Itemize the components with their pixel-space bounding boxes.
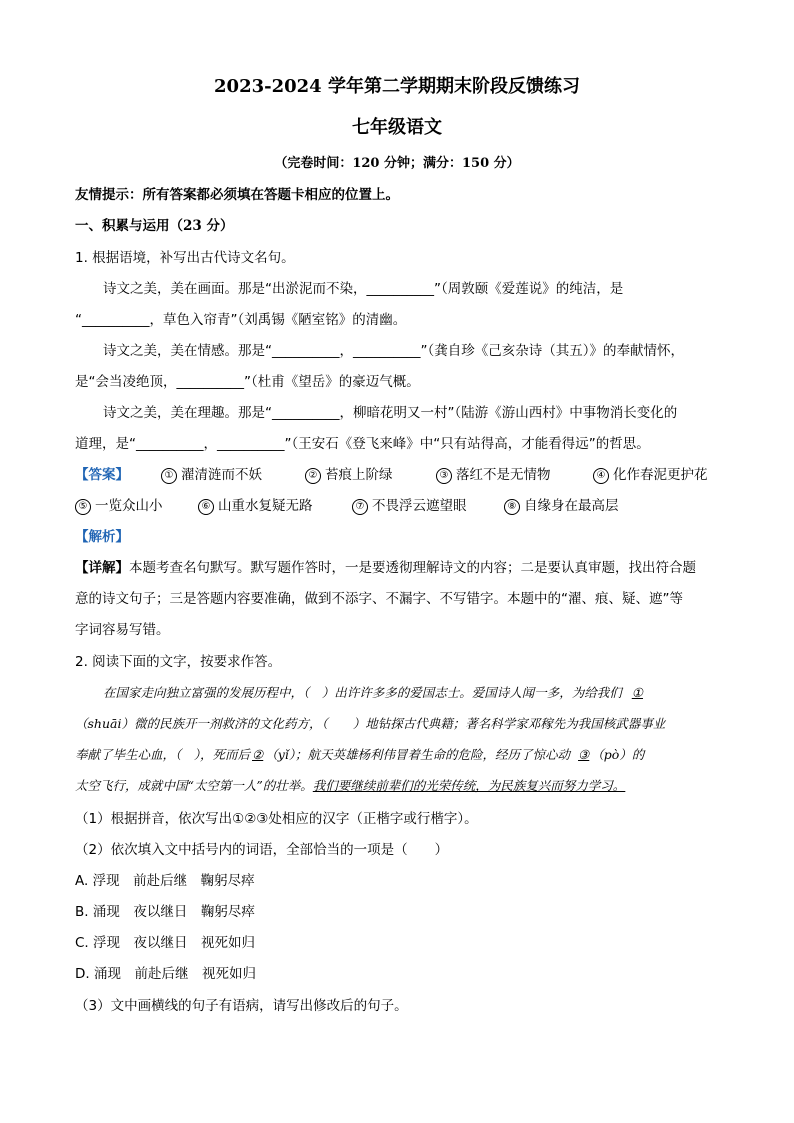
- answer-text: 山重水复疑无路: [218, 498, 313, 514]
- answer-number: ⑥: [198, 499, 214, 515]
- detail-label: 【详解】: [75, 560, 129, 576]
- option-text: 浮现 前赴后继 鞠躬尽瘁: [92, 873, 255, 889]
- passage-text: （yǐ）；航天英雄杨利伟冒着生命的危险，经历了惊心动: [265, 747, 571, 762]
- answer-number: ④: [593, 468, 609, 484]
- q2-sub1: （1）根据拼音，依次写出①②③处相应的汉字（正楷字或行楷字）。: [75, 811, 478, 827]
- answer-text: 濯清涟而不妖: [181, 467, 262, 483]
- subject-title: 七年级语文: [352, 117, 442, 138]
- answer-text: 一览众山小: [95, 498, 163, 514]
- option-a: [75, 869, 255, 889]
- option-d: [75, 962, 256, 982]
- option-text: 浮现 夜以继日 视死如归: [93, 935, 256, 951]
- blank-1: ①: [631, 685, 643, 700]
- q1-line: “__________，草色入帘青”（刘禹锡《陋室铭》的清幽。: [75, 312, 407, 328]
- detail-line: 意的诗文句子；三是答题内容要准确，做到不添字、不漏字、不写错字。本题中的“濯、痕、疑、遮”等: [75, 591, 683, 607]
- answer-item: [305, 463, 393, 484]
- passage-line: [75, 776, 625, 794]
- blank-2: ②: [252, 747, 264, 762]
- q1-prompt: 1. 根据语境，补写出古代诗文名句。: [75, 250, 295, 266]
- answer-item: [198, 494, 313, 515]
- analysis-label: 【解析】: [75, 529, 129, 545]
- answer-text: 苔痕上阶绿: [325, 467, 393, 483]
- q1-line: 是“会当凌绝顶，__________”（杜甫《望岳》的豪迈气概。: [75, 374, 420, 390]
- answer-item: [436, 463, 551, 484]
- passage-text: 奉献了毕生心血，（ ），死而后: [75, 747, 251, 762]
- passage-line: （shuāi）微的民族开一剂救济的文化药方，（ ）地钻探古代典籍；著名科学家邓稼先为我国核武器事业: [75, 716, 666, 731]
- answer-text: 化作春泥更护花: [613, 467, 708, 483]
- answer-text: 落红不是无情物: [456, 467, 551, 483]
- answer-item: [504, 494, 619, 515]
- answer-number: ⑤: [75, 499, 91, 515]
- option-c: [75, 931, 255, 951]
- option-text: 涌现 夜以继日 鞠躬尽瘁: [92, 904, 255, 920]
- answer-label: 【答案】: [75, 467, 129, 483]
- q2-prompt: 2. 阅读下面的文字，按要求作答。: [75, 654, 282, 670]
- passage-text: 在国家走向独立富强的发展历程中，（ ）出许许多多的爱国志士。爱国诗人闻一多，为给我们: [103, 685, 622, 700]
- q1-line: 诗文之美，美在理趣。那是“__________，柳暗花明又一村”（陆游《游山西村》中事物消长变化的: [103, 405, 678, 421]
- answer-text: 不畏浮云遮望眼: [372, 498, 467, 514]
- option-letter: B.: [75, 904, 89, 920]
- detail-line: 字词容易写错。: [75, 622, 170, 638]
- q1-line: 诗文之美，美在画面。那是“出淤泥而不染，__________”（周敦颐《爱莲说》的纯洁，是: [103, 281, 624, 297]
- friendly-tip: 友情提示：所有答案都必须填在答题卡相应的位置上。: [75, 187, 399, 203]
- answer-number: ③: [436, 468, 452, 484]
- answer-item: [352, 494, 467, 515]
- option-letter: D.: [75, 966, 90, 982]
- passage-line: [75, 745, 644, 763]
- option-letter: C.: [75, 935, 89, 951]
- answer-number: ⑦: [352, 499, 368, 515]
- section-heading: 一、积累与运用（23 分）: [75, 218, 234, 234]
- passage-text: （pò）的: [591, 747, 645, 762]
- q1-line: 诗文之美，美在情感。那是“__________，__________”（龚自珍《己亥杂诗（其五）》的奉献情怀，: [103, 343, 684, 359]
- q1-line: 道理，是“__________，__________”（王安石《登飞来峰》中“只有站得高，才能看得远”的哲思。: [75, 436, 650, 452]
- blank-3: ③: [578, 747, 590, 762]
- answer-item: [593, 463, 708, 484]
- option-letter: A.: [75, 873, 89, 889]
- answer-number: ⑧: [504, 499, 520, 515]
- option-text: 涌现 前赴后继 视死如归: [93, 966, 256, 982]
- detail-text: 本题考查名句默写。默写题作答时，一是要透彻理解诗文的内容；二是要认真审题，找出符合题: [129, 560, 696, 576]
- q2-sub3: （3）文中画横线的句子有语病，请写出修改后的句子。: [75, 998, 408, 1014]
- answer-text: 自缘身在最高层: [524, 498, 619, 514]
- answer-number: ①: [161, 468, 177, 484]
- q2-sub2: （2）依次填入文中括号内的词语，全部恰当的一项是（ ）: [75, 842, 449, 858]
- detail-line: [75, 556, 696, 576]
- exam-title: 2023-2024 学年第二学期期末阶段反馈练习: [214, 76, 580, 97]
- option-b: [75, 900, 255, 920]
- answer-number: ②: [305, 468, 321, 484]
- answer-item: [161, 463, 262, 484]
- exam-info: （完卷时间：120 分钟；满分：150 分）: [274, 156, 520, 171]
- answer-item: [75, 494, 163, 515]
- underlined-sentence: 我们要继续前辈们的光荣传统，为民族复兴而努力学习。: [312, 778, 626, 793]
- passage-line: [103, 683, 645, 701]
- passage-text: 太空飞行，成就中国“太空第一人”的壮举。: [75, 778, 313, 793]
